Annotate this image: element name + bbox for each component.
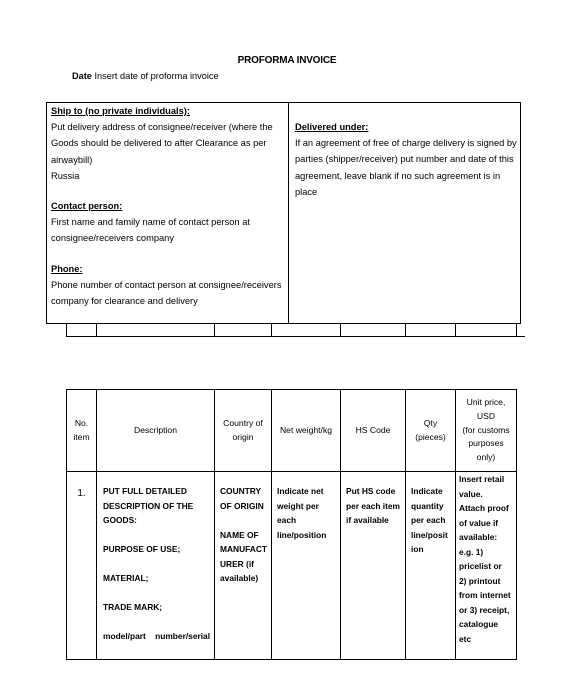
cell-qty: Indicate quantity per each line/posit ion [406, 472, 456, 660]
strip-bottom-line [66, 336, 525, 337]
delivered-under-section [295, 119, 517, 200]
table-header-row [67, 390, 517, 472]
date-label: Date [72, 71, 92, 81]
ship-to-line: airwaybill) [51, 154, 93, 165]
items-table [66, 389, 517, 660]
cell-item-no: 1. [67, 472, 97, 660]
ship-to-line: Goods should be delivered to after Clearance as per [51, 138, 267, 149]
ship-to-section [51, 103, 287, 309]
header-description: Description [97, 390, 215, 472]
delivered-under-line: agreement, leave blank if no such agreement is in [295, 170, 501, 181]
phone-line: company for clearance and delivery [51, 296, 198, 307]
strip-divider [340, 324, 341, 337]
header-hs-code: HS Code [341, 390, 406, 472]
header-qty: Qty (pieces) [406, 390, 456, 472]
date-line [72, 71, 219, 81]
header-unit-price: Unit price, USD (for customs purposes only) [456, 390, 517, 472]
strip-divider [455, 324, 456, 337]
phone-line: Phone number of contact person at consignee/receivers [51, 279, 282, 290]
strip-divider [96, 324, 97, 337]
header-net-weight: Net weight/kg [272, 390, 341, 472]
cell-hs-code: Put HS code per each item if available [341, 472, 406, 660]
delivered-under-heading: Delivered under: [295, 122, 369, 132]
delivered-under-line: If an agreement of free of charge delivery is signed by [295, 138, 517, 149]
ship-to-line: Put delivery address of consignee/receiver (where the [51, 122, 273, 133]
address-box-divider [288, 102, 289, 324]
contact-heading: Contact person: [51, 201, 123, 212]
document-title: PROFORMA INVOICE [237, 55, 337, 66]
delivered-under-line: place [295, 186, 318, 197]
delivered-under-line: parties (shipper/receiver) put number and date of this [295, 154, 514, 165]
header-country-of-origin: Country of origin [215, 390, 272, 472]
strip-divider [66, 324, 67, 337]
ship-to-line: Russia [51, 170, 80, 181]
ship-to-heading: Ship to (no private individuals): [51, 106, 190, 116]
phone-heading: Phone: [51, 263, 83, 274]
date-value: Insert date of proforma invoice [94, 71, 219, 81]
cell-description: PUT FULL DETAILED DESCRIPTION OF THE GOODS: PURPOSE OF USE; MATERIAL; TRADE MARK; model/part number/serial [97, 472, 215, 660]
header-no: No. item [67, 390, 97, 472]
contact-line: consignee/receivers company [51, 233, 174, 244]
cell-unit-price: Insert retail value. Attach proof of value if available: e.g. 1) pricelist or 2) printout from internet or 3) receipt, catalogue etc [456, 472, 517, 660]
cell-country-of-origin: COUNTRY OF ORIGIN NAME OF MANUFACT URER (if available) [215, 472, 272, 660]
contact-line: First name and family name of contact person at [51, 217, 250, 228]
strip-divider [516, 324, 517, 337]
cell-net-weight: Indicate net weight per each line/position [272, 472, 341, 660]
strip-divider [405, 324, 406, 337]
strip-divider [271, 324, 272, 337]
table-row [67, 472, 517, 660]
strip-divider [214, 324, 215, 337]
